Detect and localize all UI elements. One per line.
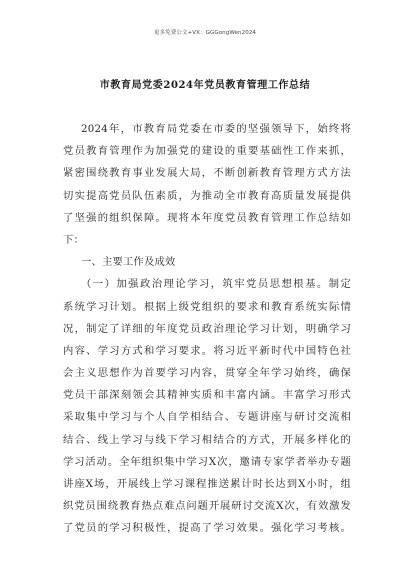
header-note: 更多免费公文+VX：GGGongWen2024	[153, 30, 257, 36]
document-body	[63, 118, 351, 540]
body-text-line: 学习活动。全年组织集中学习X次，邀请专家学者举办专题	[63, 455, 351, 468]
body-text-line: 紧密围绕教育事业发展大局，不断创新教育管理方式方法	[63, 167, 351, 180]
body-text-line: （一）加强政治理论学习，筑牢党员思想根基。制定	[81, 278, 351, 291]
body-text-line: 切实提高党员队伍素质，为推动全市教育高质量发展提供	[63, 189, 351, 202]
body-text-line: 了党员的学习积极性，提高了学习效果。强化学习考核。	[63, 522, 351, 535]
body-text-line: 采取集中学习与个人自学相结合、专题讲座与研讨交流相	[63, 411, 351, 424]
body-text-line: 系统学习计划。根据上级党组织的要求和教育系统实际情	[63, 300, 351, 313]
body-text-line: 了坚强的组织保障。现将本年度党员教育管理工作总结如	[63, 211, 351, 224]
body-text-line: 内容、学习方式和学习要求。将习近平新时代中国特色社	[63, 344, 351, 357]
body-text-line: 2024年，市教育局党委在市委的坚强领导下，始终将	[81, 123, 351, 135]
body-text-line: 讲座X场，开展线上学习课程推送累计时长达到X小时，组	[63, 478, 351, 490]
body-text-line: 党员教育管理作为加强党的建设的重要基础性工作来抓，	[63, 145, 351, 158]
body-text-line: 况，制定了详细的年度党员政治理论学习计划，明确学习	[63, 322, 351, 335]
body-text-line: 织党员围绕教育热点难点问题开展研讨交流X次，有效激发	[63, 500, 351, 513]
body-text-line: 下：	[63, 233, 84, 246]
page-title: 市教育局党委2024年党员教育管理工作总结	[99, 80, 311, 91]
body-text-line: 结合、线上学习与线下学习相结合的方式，开展多样化的	[63, 433, 351, 446]
body-text-line: 会主义思想作为首要学习内容，贯穿全年学习始终，确保	[63, 367, 351, 380]
body-text-line: 一、主要工作及成效	[81, 256, 176, 269]
body-text-line: 党员干部深刻领会其精神实质和丰富内涵。丰富学习形式	[63, 389, 351, 402]
